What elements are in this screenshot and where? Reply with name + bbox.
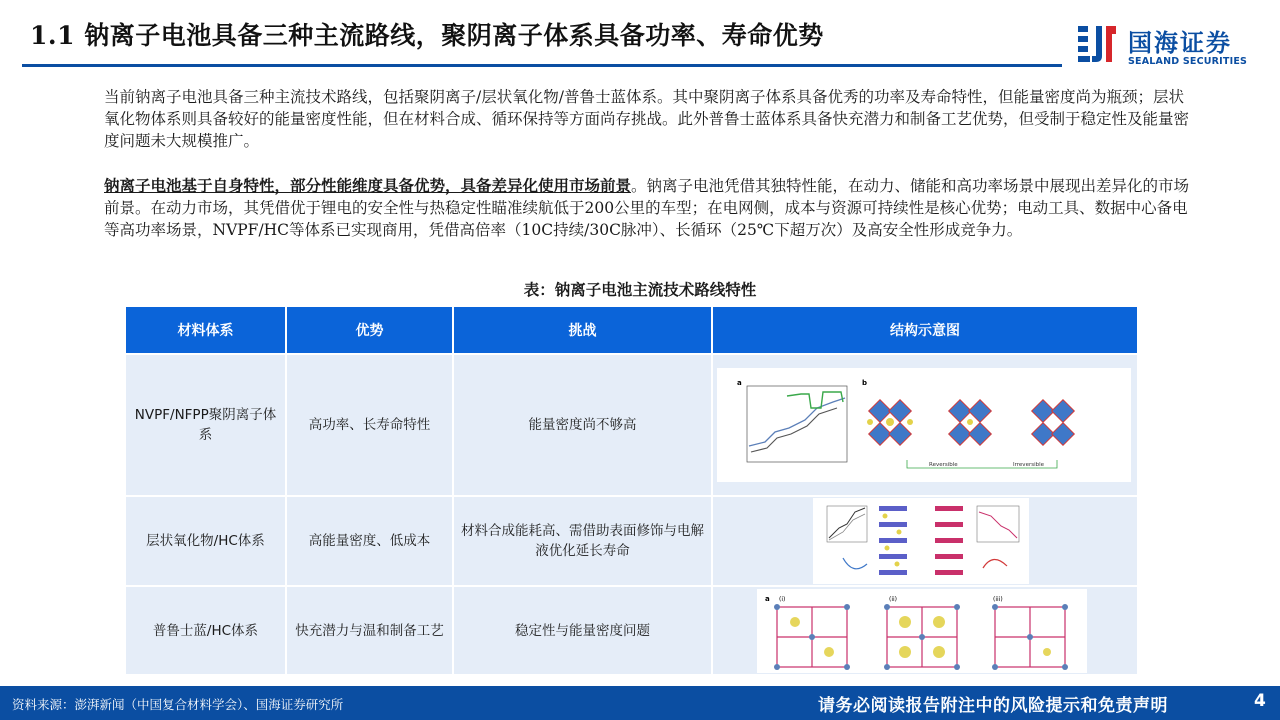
- market-paragraph-body: 。钠离子电池凭借其独特性能，在动力、储能和高功率场景中展现出差异化的市场前景。在动力市场，其凭借优于锂电的安全性与热稳定性瞄准续航低于200公里的车型；在电网侧，成本与资源可持续性是核心优势；电动工具、数据中心备电等高功率场景，NVPF/HC等体系已实现商用，凭借高倍率（10C持续/30C脉冲）、长循环（25℃下超万次）及高安全性形成竞争力。: [104, 177, 1190, 239]
- cell-system: 普鲁士蓝/HC体系: [126, 585, 287, 674]
- header-structure: 结构示意图: [713, 307, 1137, 353]
- header-material: 材料体系: [126, 307, 287, 353]
- footer: [0, 686, 1280, 720]
- figure-irreversible-label: Irreversible: [1013, 462, 1045, 468]
- table-row: [126, 585, 1137, 674]
- table-row: [126, 495, 1137, 585]
- cell-advantage: 高功率、长寿命特性: [287, 353, 454, 495]
- technology-table: [126, 307, 1137, 674]
- cell-system: NVPF/NFPP聚阴离子体系: [126, 353, 287, 495]
- cell-structure-image: [713, 585, 1137, 674]
- nvpf-structure-figure: [717, 368, 1131, 482]
- source-note: 资料来源：澎湃新闻（中国复合材料学会）、国海证券研究所: [12, 697, 344, 712]
- figure-panel-a-label: a: [765, 594, 770, 603]
- figure-sub2-label: (ii): [889, 595, 898, 603]
- header-divider: [22, 64, 1062, 67]
- figure-panel-a-label: a: [737, 379, 742, 387]
- page-title: 1.1 钠离子电池具备三种主流路线，聚阴离子体系具备功率、寿命优势: [30, 21, 824, 50]
- disclaimer-notice: 请务必阅读报告附注中的风险提示和免责声明: [818, 696, 1168, 716]
- logo-chinese-text: 国海证券: [1128, 29, 1232, 57]
- layered-oxide-structure-figure: [813, 498, 1029, 584]
- sealand-logo-icon: [1076, 22, 1120, 66]
- header-challenge: 挑战: [454, 307, 713, 353]
- cell-structure-image: [713, 495, 1137, 585]
- cell-advantage: 快充潜力与温和制备工艺: [287, 585, 454, 674]
- table-caption: 表：钠离子电池主流技术路线特性: [523, 281, 757, 299]
- prussian-blue-structure-figure: [757, 589, 1087, 673]
- page-number: 4: [1254, 691, 1266, 711]
- cell-advantage: 高能量密度、低成本: [287, 495, 454, 585]
- intro-paragraph: 当前钠离子电池具备三种主流技术路线，包括聚阴离子/层状氧化物/普鲁士蓝体系。其中聚阴离子体系具备优秀的功率及寿命特性，但能量密度尚为瓶颈；层状氧化物体系则具备较好的能量密度性能，但在材料合成、循环保持等方面尚存挑战。此外普鲁士蓝体系具备快充潜力和制备工艺优势，但受制于稳定性及能量密度问题未大规模推广。: [104, 88, 1190, 150]
- cell-structure-image: [713, 353, 1137, 495]
- figure-sub3-label: (iii): [993, 595, 1003, 603]
- figure-reversible-label: Reversible: [929, 462, 958, 468]
- company-logo: [1076, 22, 1256, 70]
- cell-challenge: 能量密度尚不够高: [454, 353, 713, 495]
- header-advantage: 优势: [287, 307, 454, 353]
- table-header-row: [126, 307, 1137, 353]
- cell-system: 层状氧化物/HC体系: [126, 495, 287, 585]
- market-paragraph: [104, 175, 1194, 241]
- figure-panel-b-label: b: [862, 379, 868, 387]
- market-paragraph-lead: 钠离子电池基于自身特性，部分性能维度具备优势，具备差异化使用市场前景: [104, 176, 632, 195]
- cell-challenge: 稳定性与能量密度问题: [454, 585, 713, 674]
- figure-sub1-label: (i): [779, 595, 786, 603]
- table-row: [126, 353, 1137, 495]
- cell-challenge: 材料合成能耗高、需借助表面修饰与电解液优化延长寿命: [454, 495, 713, 585]
- header: [0, 0, 1280, 70]
- logo-english-text: SEALAND SECURITIES: [1128, 56, 1248, 67]
